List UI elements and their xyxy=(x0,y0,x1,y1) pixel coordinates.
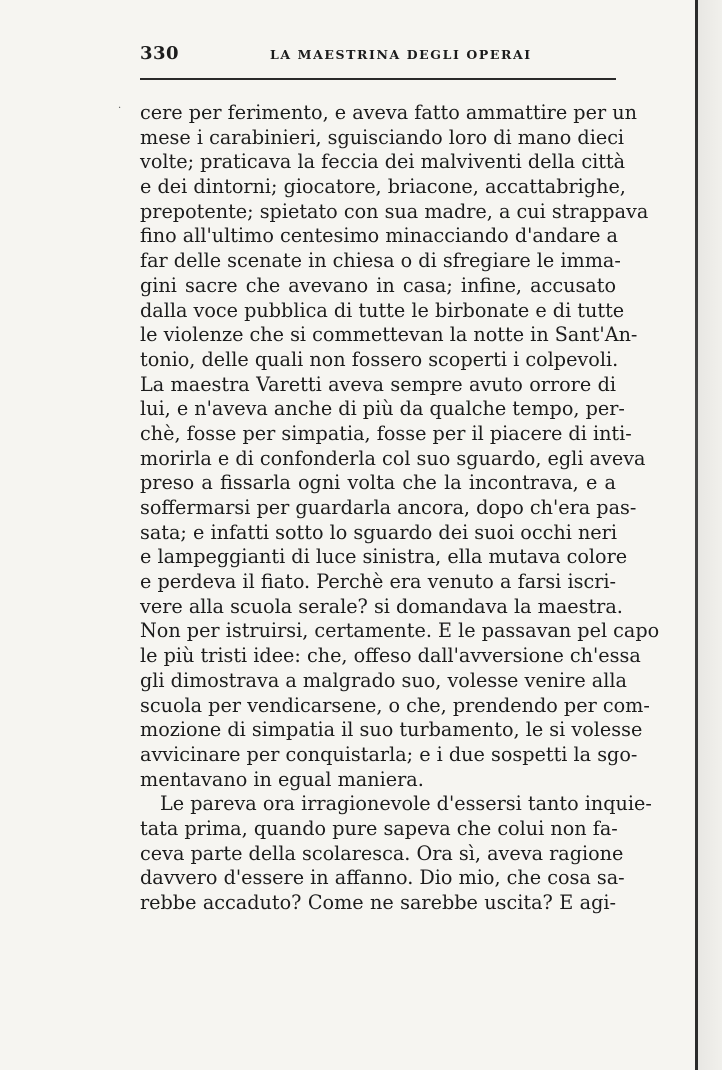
text-line: vere alla scuola serale? si domandava la maestra. xyxy=(140,594,623,618)
text-line: ceva parte della scolaresca. Ora sì, aveva ragione xyxy=(140,841,624,865)
text-line: tata prima, quando pure sapeva che colui non fa- xyxy=(140,816,618,840)
text-line: La maestra Varetti aveva sempre avuto orrore di xyxy=(140,372,616,396)
text-line: gli dimostrava a malgrado suo, volesse venire alla xyxy=(140,668,627,692)
text-line: prepotente; spietato con sua madre, a cui strappava xyxy=(140,199,649,223)
text-line: e lampeggianti di luce sinistra, ella mutava colore xyxy=(140,545,628,569)
ink-speck: . xyxy=(118,100,122,111)
text-line: chè, fosse per simpatia, fosse per il piacere di inti- xyxy=(140,421,632,445)
text-line: tonio, delle quali non fossero scoperti i colpevoli. xyxy=(140,347,619,371)
text-line: far delle scenate in chiesa o di sfregiare le imma- xyxy=(140,249,621,273)
text-line: preso a fissarla ogni volta che la incontrava, e a xyxy=(140,471,616,495)
text-line: dalla voce pubblica di tutte le birbonate e di tutte xyxy=(140,298,625,322)
body-text xyxy=(140,101,660,916)
page-edge-line xyxy=(695,0,698,1070)
text-line: Non per istruirsi, certamente. E le passavan pel capo xyxy=(140,619,660,643)
text-line: e perdeva il fiato. Perchè era venuto a farsi iscri- xyxy=(140,570,616,594)
text-line: lui, e n'aveva anche di più da qualche tempo, per- xyxy=(140,397,625,421)
text-line: Le pareva ora irragionevole d'essersi tanto inquie- xyxy=(160,792,652,816)
text-line: morirla e di confonderla col suo sguardo, egli aveva xyxy=(140,446,646,470)
page-header xyxy=(140,43,616,67)
text-line: le più tristi idee: che, offeso dall'avversione ch'essa xyxy=(140,644,641,668)
text-line: scuola per vendicarsene, o che, prendendo per com- xyxy=(140,693,650,717)
header-rule xyxy=(140,78,616,80)
text-line: e dei dintorni; giocatore, briacone, accattabrighe, xyxy=(140,175,626,199)
text-line: le violenze che si commettevan la notte in Sant'An- xyxy=(140,323,638,347)
text-line: avvicinare per conquistarla; e i due sospetti la sgo- xyxy=(140,742,638,766)
text-line: soffermarsi per guardarla ancora, dopo ch'era pas- xyxy=(140,496,637,519)
text-line: fino all'ultimo centesimo minacciando d'andare a xyxy=(140,224,618,248)
text-line: cere per ferimento, e aveva fatto ammattire per un xyxy=(140,101,637,124)
text-line: sata; e infatti sotto lo sguardo dei suoi occhi neri xyxy=(140,520,617,544)
text-line: gini sacre che avevano in casa; infine, accusato xyxy=(140,273,616,297)
page-gutter-shadow xyxy=(698,0,722,1070)
running-title: LA MAESTRINA DEGLI OPERAI xyxy=(270,47,532,62)
page-number: 330 xyxy=(140,43,180,64)
text-line: mozione di simpatia il suo turbamento, le si volesse xyxy=(140,718,643,742)
text-line: mese i carabinieri, sguisciando loro di mano dieci xyxy=(140,125,625,149)
text-line: mentavano in egual maniera. xyxy=(140,767,424,791)
text-line: davvero d'essere in affanno. Dio mio, che cosa sa- xyxy=(140,866,625,890)
text-line: volte; praticava la feccia dei malviventi della città xyxy=(140,150,626,174)
text-line: rebbe accaduto? Come ne sarebbe uscita? E agi- xyxy=(140,891,616,914)
